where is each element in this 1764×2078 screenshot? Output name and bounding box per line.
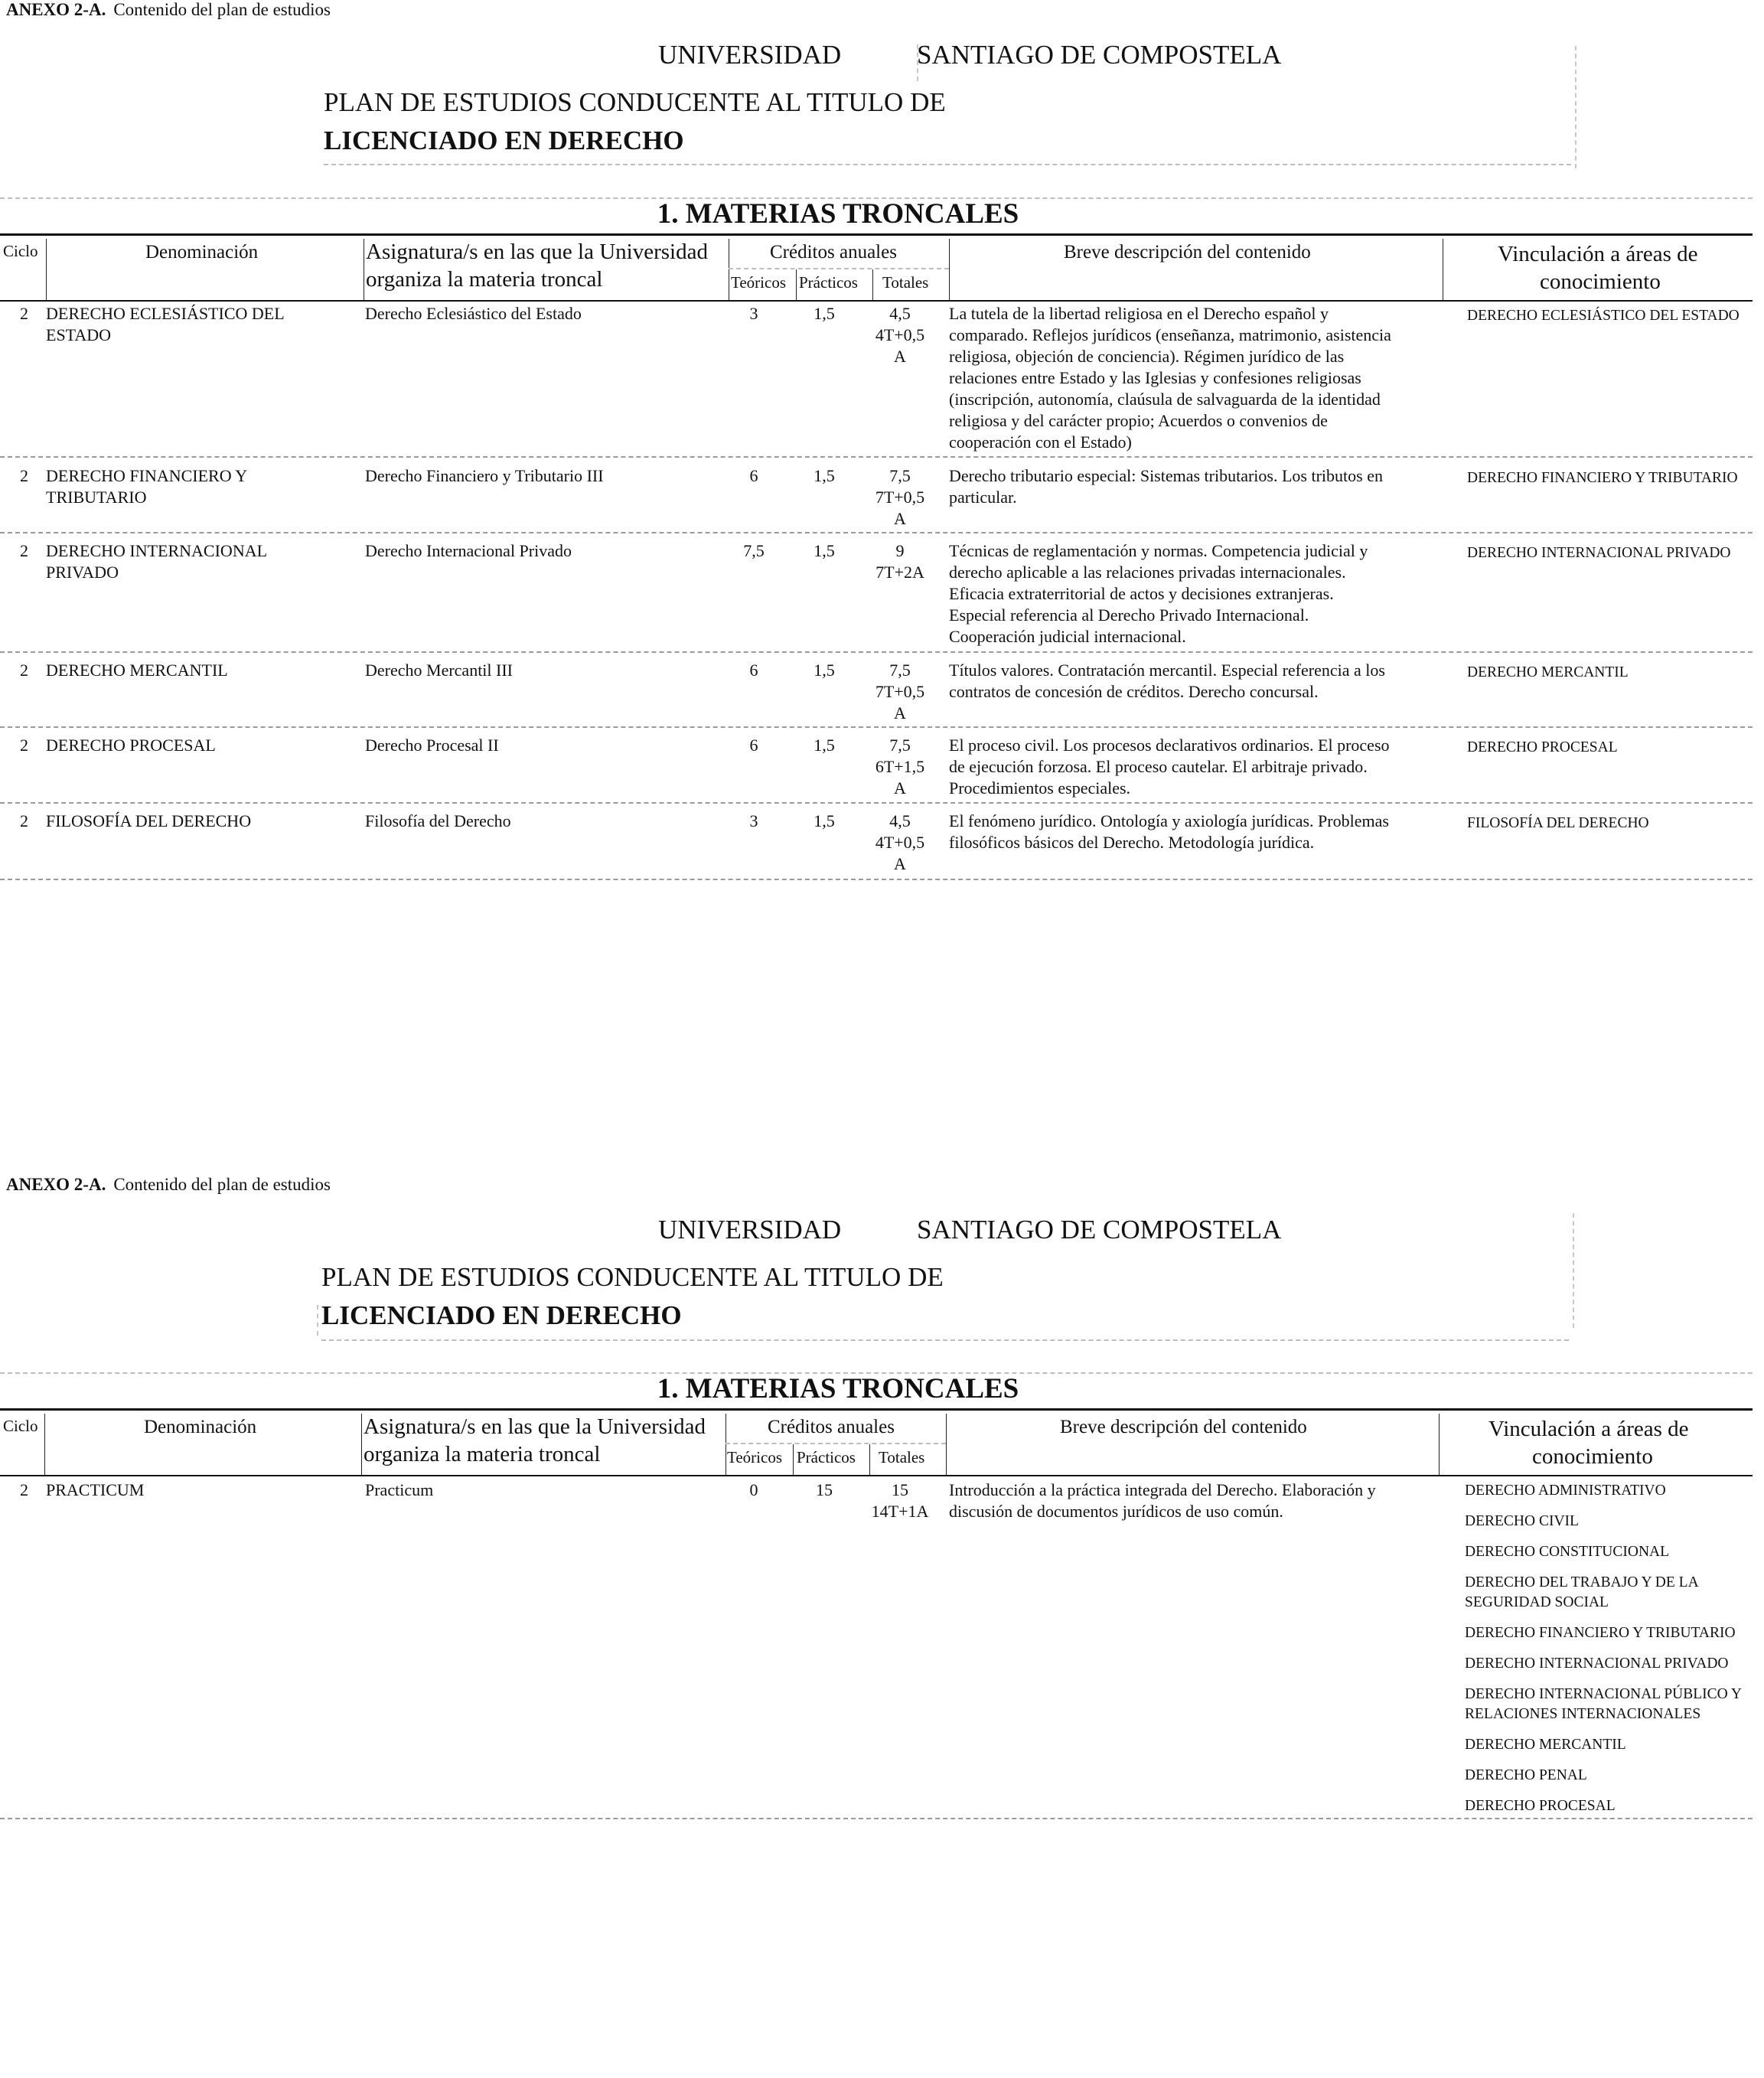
cell-ciclo: 2	[20, 811, 28, 830]
cell-ciclo: 2	[20, 661, 28, 680]
cell-totales: 7,5 7T+0,5 A	[875, 661, 925, 723]
area-item: DERECHO CONSTITUCIONAL	[1465, 1544, 1670, 1560]
cell-denominacion: DERECHO FINANCIERO Y TRIBUTARIO	[46, 466, 248, 507]
cell-asignatura: Derecho Eclesiástico del Estado	[365, 304, 582, 323]
cell-descripcion: Derecho tributario especial: Sistemas tributarios. Los tributos en particular.	[949, 466, 1383, 507]
header-ciclo: Ciclo	[3, 1417, 38, 1435]
divider	[324, 164, 1571, 165]
header-vinculacion-line2: conocimiento	[1540, 269, 1661, 294]
divider	[317, 1305, 318, 1336]
cell-area: DERECHO ECLESIÁSTICO DEL ESTADO	[1467, 308, 1740, 324]
row-divider	[0, 726, 1753, 728]
cell-ciclo: 2	[20, 304, 28, 323]
degree-title: LICENCIADO EN DERECHO	[324, 126, 684, 155]
header-vinculacion-line2: conocimiento	[1532, 1444, 1653, 1469]
cell-practicos: 1,5	[814, 466, 835, 485]
header-totales: Totales	[882, 273, 929, 292]
column-divider	[361, 1414, 362, 1475]
header-descripcion: Breve descripción del contenido	[1060, 1417, 1307, 1437]
universidad-name: SANTIAGO DE COMPOSTELA	[917, 1215, 1282, 1245]
cell-asignatura: Derecho Internacional Privado	[365, 541, 572, 560]
header-practicos: Prácticos	[799, 273, 858, 292]
cell-totales: 4,5 4T+0,5 A	[875, 811, 925, 873]
area-item: DERECHO MERCANTIL	[1465, 1737, 1626, 1753]
row-divider	[0, 532, 1753, 533]
area-item: DERECHO DEL TRABAJO Y DE LA SEGURIDAD SOCIAL	[1465, 1574, 1698, 1610]
column-divider	[46, 239, 47, 300]
column-divider	[796, 269, 797, 300]
divider	[725, 1443, 946, 1444]
cell-ciclo: 2	[20, 541, 28, 560]
cell-teoricos: 0	[749, 1480, 758, 1499]
cell-practicos: 1,5	[814, 304, 835, 323]
cell-totales: 7,5 6T+1,5 A	[875, 736, 925, 798]
cell-teoricos: 7,5	[743, 541, 765, 560]
area-item: DERECHO INTERNACIONAL PÚBLICO Y RELACIONES INTERNACIONALES	[1465, 1686, 1742, 1722]
annex-label: ANEXO 2-A.	[6, 1175, 106, 1194]
cell-area: DERECHO MERCANTIL	[1467, 664, 1629, 680]
cell-asignatura: Derecho Procesal II	[365, 736, 499, 755]
column-divider	[793, 1444, 794, 1475]
column-divider	[872, 269, 873, 300]
section-title: 1. MATERIAS TRONCALES	[657, 198, 1019, 230]
cell-denominacion: DERECHO MERCANTIL	[46, 661, 228, 680]
cell-descripcion: Técnicas de reglamentación y normas. Competencia judicial y derecho aplicable a las relaciones privadas internacionales. Eficacia extraterritorial de actos y decisiones extranjeras. Especial referencia al Derecho Privado Internacional. Cooperación judicial internacional.	[949, 541, 1368, 646]
header-denominacion: Denominación	[145, 242, 259, 263]
header-denominacion: Denominación	[144, 1417, 257, 1437]
annex-label: ANEXO 2-A.	[6, 0, 106, 19]
annex-heading	[6, 0, 331, 20]
cell-totales: 15 14T+1A	[871, 1480, 929, 1521]
cell-area: DERECHO INTERNACIONAL PRIVADO	[1467, 545, 1731, 561]
column-divider	[44, 1414, 45, 1475]
cell-area: FILOSOFÍA DEL DERECHO	[1467, 815, 1649, 831]
area-item: DERECHO INTERNACIONAL PRIVADO	[1465, 1656, 1729, 1672]
universidad-label: UNIVERSIDAD	[658, 40, 842, 70]
header-bottom-rule	[0, 1475, 1753, 1476]
cell-area: DERECHO FINANCIERO Y TRIBUTARIO	[1467, 470, 1738, 486]
cell-teoricos: 3	[749, 811, 758, 830]
header-descripcion: Breve descripción del contenido	[1064, 242, 1311, 263]
section-title: 1. MATERIAS TRONCALES	[657, 1373, 1019, 1404]
header-asignatura-line1: Asignatura/s en las que la Universidad	[364, 1414, 706, 1439]
row-divider	[0, 802, 1753, 804]
annex-description: Contenido del plan de estudios	[113, 1175, 331, 1194]
plan-title: PLAN DE ESTUDIOS CONDUCENTE AL TITULO DE	[321, 1262, 944, 1292]
cell-teoricos: 6	[749, 661, 758, 680]
cell-descripcion: El fenómeno jurídico. Ontología y axiología jurídicas. Problemas filosóficos básicos del Derecho. Metodología jurídica.	[949, 811, 1389, 852]
column-divider	[1439, 1414, 1440, 1475]
cell-descripcion: El proceso civil. Los procesos declarativos ordinarios. El proceso de ejecución forzosa. El proceso cautelar. El arbitraje privado. Procedimientos especiales.	[949, 736, 1390, 798]
cell-totales: 7,5 7T+0,5 A	[875, 466, 925, 528]
document-page-2	[0, 1175, 1764, 2078]
cell-asignatura: Filosofía del Derecho	[365, 811, 511, 830]
area-item: DERECHO CIVIL	[1465, 1513, 1579, 1529]
area-item: DERECHO PENAL	[1465, 1767, 1587, 1783]
row-divider	[0, 879, 1753, 880]
header-asignatura-line1: Asignatura/s en las que la Universidad	[366, 240, 708, 264]
header-totales: Totales	[879, 1448, 925, 1466]
annex-heading	[6, 1175, 331, 1195]
cell-practicos: 1,5	[814, 736, 835, 755]
cell-teoricos: 6	[749, 736, 758, 755]
row-divider	[0, 1818, 1753, 1819]
header-asignatura-line2: organiza la materia troncal	[364, 1442, 601, 1466]
universidad-label: UNIVERSIDAD	[658, 1215, 842, 1245]
header-vinculacion-line1: Vinculación a áreas de	[1488, 1417, 1689, 1441]
cell-teoricos: 3	[749, 304, 758, 323]
header-top-rule	[0, 233, 1753, 236]
area-item: DERECHO FINANCIERO Y TRIBUTARIO	[1465, 1625, 1736, 1641]
area-item: DERECHO ADMINISTRATIVO	[1465, 1483, 1666, 1499]
cell-practicos: 15	[816, 1480, 833, 1499]
annex-description: Contenido del plan de estudios	[113, 0, 331, 19]
header-creditos: Créditos anuales	[770, 242, 897, 263]
cell-asignatura: Derecho Mercantil III	[365, 661, 514, 680]
divider	[1575, 46, 1577, 168]
column-divider	[946, 1414, 947, 1475]
plan-title: PLAN DE ESTUDIOS CONDUCENTE AL TITULO DE	[324, 87, 946, 117]
area-item: DERECHO PROCESAL	[1465, 1798, 1616, 1814]
cell-ciclo: 2	[20, 736, 28, 755]
cell-area-list	[1465, 1481, 1756, 1827]
header-teoricos: Teóricos	[731, 273, 787, 292]
cell-asignatura: Practicum	[365, 1480, 434, 1499]
divider	[1573, 1213, 1574, 1328]
cell-ciclo: 2	[20, 1480, 28, 1499]
cell-asignatura: Derecho Financiero y Tributario III	[365, 466, 604, 485]
cell-descripcion: Títulos valores. Contratación mercantil. Especial referencia a los contratos de concesión de créditos. Derecho concursal.	[949, 661, 1385, 701]
divider	[729, 268, 949, 269]
degree-title: LICENCIADO EN DERECHO	[321, 1300, 682, 1330]
cell-descripcion: La tutela de la libertad religiosa en el Derecho español y comparado. Reflejos jurídicos (enseñanza, matrimonio, asistencia religiosa, objeción de conciencia). Régimen jurídico de las relaciones entre Estado y las Iglesias y confesiones religiosas (inscripción, autonomía, claúsula de salvaguarda de la identidad religiosa y del carácter propio; Acuerdos o convenios de cooperación con el Estado)	[949, 304, 1391, 452]
document-page-1	[0, 0, 1764, 903]
header-bottom-rule	[0, 300, 1753, 302]
cell-descripcion: Introducción a la práctica integrada del Derecho. Elaboración y discusión de documentos jurídicos de uso común.	[949, 1480, 1376, 1521]
row-divider	[0, 651, 1753, 653]
cell-area: DERECHO PROCESAL	[1467, 739, 1618, 755]
column-divider	[725, 1414, 726, 1475]
cell-denominacion: DERECHO PROCESAL	[46, 736, 216, 755]
column-divider	[869, 1444, 870, 1475]
universidad-name: SANTIAGO DE COMPOSTELA	[917, 40, 1282, 70]
header-teoricos: Teóricos	[727, 1448, 783, 1466]
cell-totales: 4,5 4T+0,5 A	[875, 304, 925, 366]
cell-practicos: 1,5	[814, 541, 835, 560]
cell-totales: 9 7T+2A	[875, 541, 924, 582]
cell-denominacion: PRACTICUM	[46, 1480, 145, 1499]
header-top-rule	[0, 1408, 1753, 1411]
header-vinculacion-line1: Vinculación a áreas de	[1498, 242, 1698, 266]
cell-denominacion: FILOSOFÍA DEL DERECHO	[46, 811, 252, 830]
cell-denominacion: DERECHO INTERNACIONAL PRIVADO	[46, 541, 268, 582]
header-ciclo: Ciclo	[3, 242, 38, 260]
cell-practicos: 1,5	[814, 811, 835, 830]
cell-practicos: 1,5	[814, 661, 835, 680]
divider	[321, 1339, 1569, 1341]
row-divider	[0, 456, 1753, 458]
cell-ciclo: 2	[20, 466, 28, 485]
column-divider	[949, 239, 950, 300]
header-practicos: Prácticos	[797, 1448, 856, 1466]
cell-denominacion: DERECHO ECLESIÁSTICO DEL ESTADO	[46, 304, 285, 344]
header-asignatura-line2: organiza la materia troncal	[366, 267, 603, 292]
cell-teoricos: 6	[749, 466, 758, 485]
header-creditos: Créditos anuales	[768, 1417, 895, 1437]
